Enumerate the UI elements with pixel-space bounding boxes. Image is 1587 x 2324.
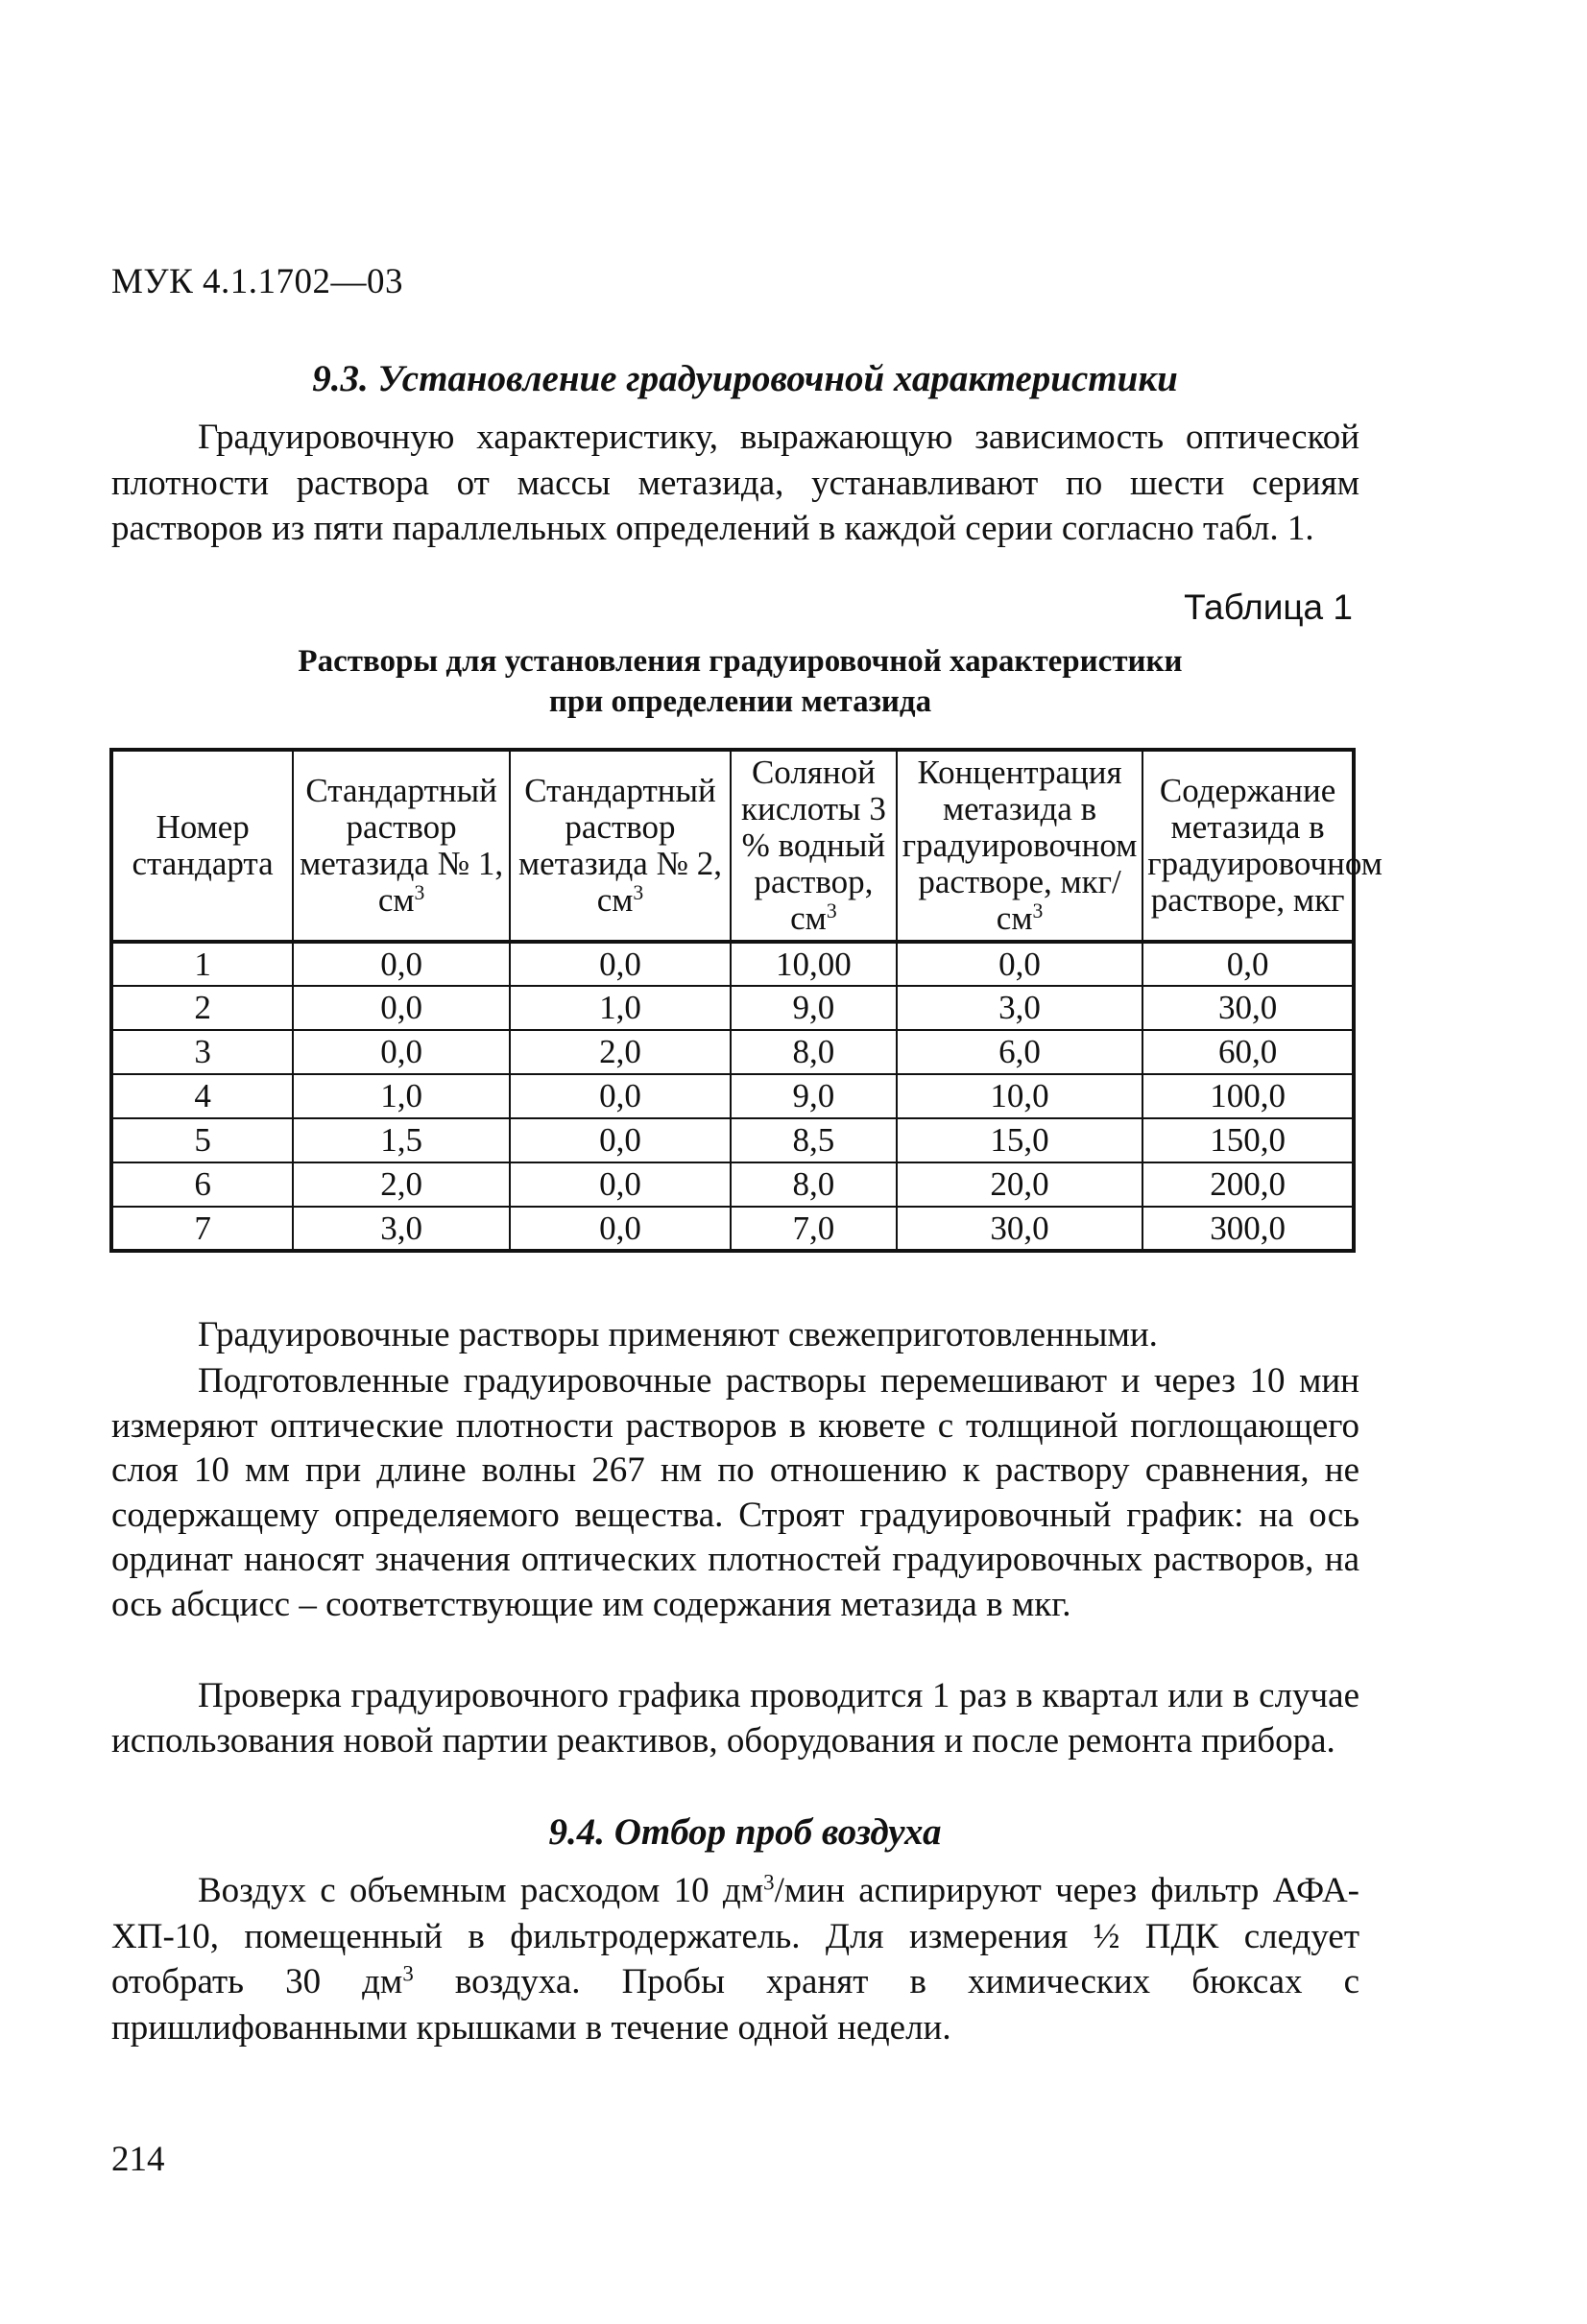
table-cell: 30,0 bbox=[897, 1207, 1142, 1251]
solutions-table bbox=[109, 748, 1383, 1253]
table-cell: 10,00 bbox=[731, 942, 897, 986]
table-cell: 2,0 bbox=[293, 1162, 510, 1207]
table-cell: 300,0 bbox=[1142, 1207, 1354, 1251]
paragraph-air-sampling: Воздух с объемным расходом 10 $дм^3$/мин аспирируют через фильтр АФА-ХП-10, помещенный в фильтродержатель. Для измерения ½ ПДК следует отобрать 30 $дм^3$ воздуха. Пробы хранят в химических бюксах с пришлифованными крышками в течение одной недели. bbox=[111, 1870, 1359, 2048]
table-cell: 2 bbox=[111, 986, 293, 1030]
section-9-4-title: 9.4. Отбор проб воздуха bbox=[548, 1811, 942, 1853]
header-content: Содержание метазида в градуировочном растворе, мкг bbox=[1142, 750, 1354, 942]
table-cell: 0,0 bbox=[293, 942, 510, 986]
table-cell: 0,0 bbox=[510, 1207, 731, 1251]
table-cell: 0,0 bbox=[510, 1118, 731, 1162]
table-row bbox=[111, 1030, 1354, 1074]
header-standard-number: Номер стандарта bbox=[111, 750, 293, 942]
table-cell: 3 bbox=[111, 1030, 293, 1074]
table-caption-line-1: Растворы для установления градуировочной характеристики bbox=[298, 644, 1183, 679]
running-header: МУК 4.1.1702—03 bbox=[111, 262, 404, 301]
table-cell: 9,0 bbox=[731, 1074, 897, 1118]
table-cell: 9,0 bbox=[731, 986, 897, 1030]
table-cell: 0,0 bbox=[510, 942, 731, 986]
table-cell: 0,0 bbox=[510, 1162, 731, 1207]
table-cell: 200,0 bbox=[1142, 1162, 1354, 1207]
table-cell: 1,0 bbox=[293, 1074, 510, 1118]
table-cell: 4 bbox=[111, 1074, 293, 1118]
table-cell: 1,0 bbox=[510, 986, 731, 1030]
table-cell: 3,0 bbox=[293, 1207, 510, 1251]
table-header-row bbox=[111, 750, 1354, 942]
table-cell: 60,0 bbox=[1142, 1030, 1354, 1074]
table-row bbox=[111, 986, 1354, 1030]
table-cell: 10,0 bbox=[897, 1074, 1142, 1118]
paragraph-fresh-solutions: Градуировочные растворы применяют свежеприготовленными. bbox=[198, 1315, 1158, 1354]
table-label: Таблица 1 bbox=[1184, 587, 1353, 627]
table-cell: 6 bbox=[111, 1162, 293, 1207]
table-caption bbox=[111, 641, 1369, 722]
header-hydrochloric-acid: Соляной кислоты 3 % водный раствор, $см^3$ bbox=[731, 750, 897, 942]
table-cell: 5 bbox=[111, 1118, 293, 1162]
table-cell: 6,0 bbox=[897, 1030, 1142, 1074]
table-cell: 15,0 bbox=[897, 1118, 1142, 1162]
table-cell: 8,5 bbox=[731, 1118, 897, 1162]
table-cell: 0,0 bbox=[510, 1074, 731, 1118]
table-cell: 8,0 bbox=[731, 1162, 897, 1207]
paragraph-graph-check: Проверка градуировочного графика проводится 1 раз в квартал или в случае использования новой партии реактивов, оборудования и после ремонта прибора. bbox=[111, 1676, 1359, 1761]
table-cell: 7,0 bbox=[731, 1207, 897, 1251]
table-cell: 0,0 bbox=[1142, 942, 1354, 986]
table-row bbox=[111, 1207, 1354, 1251]
section-9-3-intro: Градуировочную характеристику, выражающую зависимость оптической плотности раствора от массы метазида, устанавливают по шести сериям растворов из пяти параллельных определений в каждой серии согласно табл. 1. bbox=[111, 418, 1359, 548]
section-9-3-title: 9.3. Установление градуировочной характеристики bbox=[312, 358, 1178, 399]
table-cell: 1,5 bbox=[293, 1118, 510, 1162]
table-cell: 7 bbox=[111, 1207, 293, 1251]
table-caption-line-2: при определении метазида bbox=[548, 684, 932, 719]
header-standard-solution-2: Стандартный раствор метазида № 2, $см^3$ bbox=[510, 750, 731, 942]
table-cell: 30,0 bbox=[1142, 986, 1354, 1030]
table-row bbox=[111, 1118, 1354, 1162]
header-concentration: Концентрация метазида в градуировочном растворе, мкг/$см^3$ bbox=[897, 750, 1142, 942]
table-cell: 2,0 bbox=[510, 1030, 731, 1074]
table-cell: 0,0 bbox=[293, 1030, 510, 1074]
table-row bbox=[111, 1074, 1354, 1118]
header-standard-solution-1: Стандартный раствор метазида № 1, $см^3$ bbox=[293, 750, 510, 942]
paragraph-measurement-procedure: Подготовленные градуировочные растворы перемешивают и через 10 мин измеряют оптические плотности растворов в кювете с толщиной поглощающего слоя 10 мм при длине волны 267 нм по отношению к раствору сравнения, не содержащему определяемого вещества. Строят градуировочный график: на ось ординат наносят значения оптических плотностей градуировочных растворов, на ось абсцисс – соответствующие им содержания метазида в мкг. bbox=[111, 1361, 1359, 1624]
table-cell: 3,0 bbox=[897, 986, 1142, 1030]
table-row bbox=[111, 942, 1354, 986]
table-cell: 1 bbox=[111, 942, 293, 986]
table-cell: 20,0 bbox=[897, 1162, 1142, 1207]
table-cell: 0,0 bbox=[897, 942, 1142, 986]
table-row bbox=[111, 1162, 1354, 1207]
table-cell: 8,0 bbox=[731, 1030, 897, 1074]
table-cell: 150,0 bbox=[1142, 1118, 1354, 1162]
table-cell: 100,0 bbox=[1142, 1074, 1354, 1118]
page-number: 214 bbox=[111, 2140, 165, 2179]
table-cell: 0,0 bbox=[293, 986, 510, 1030]
